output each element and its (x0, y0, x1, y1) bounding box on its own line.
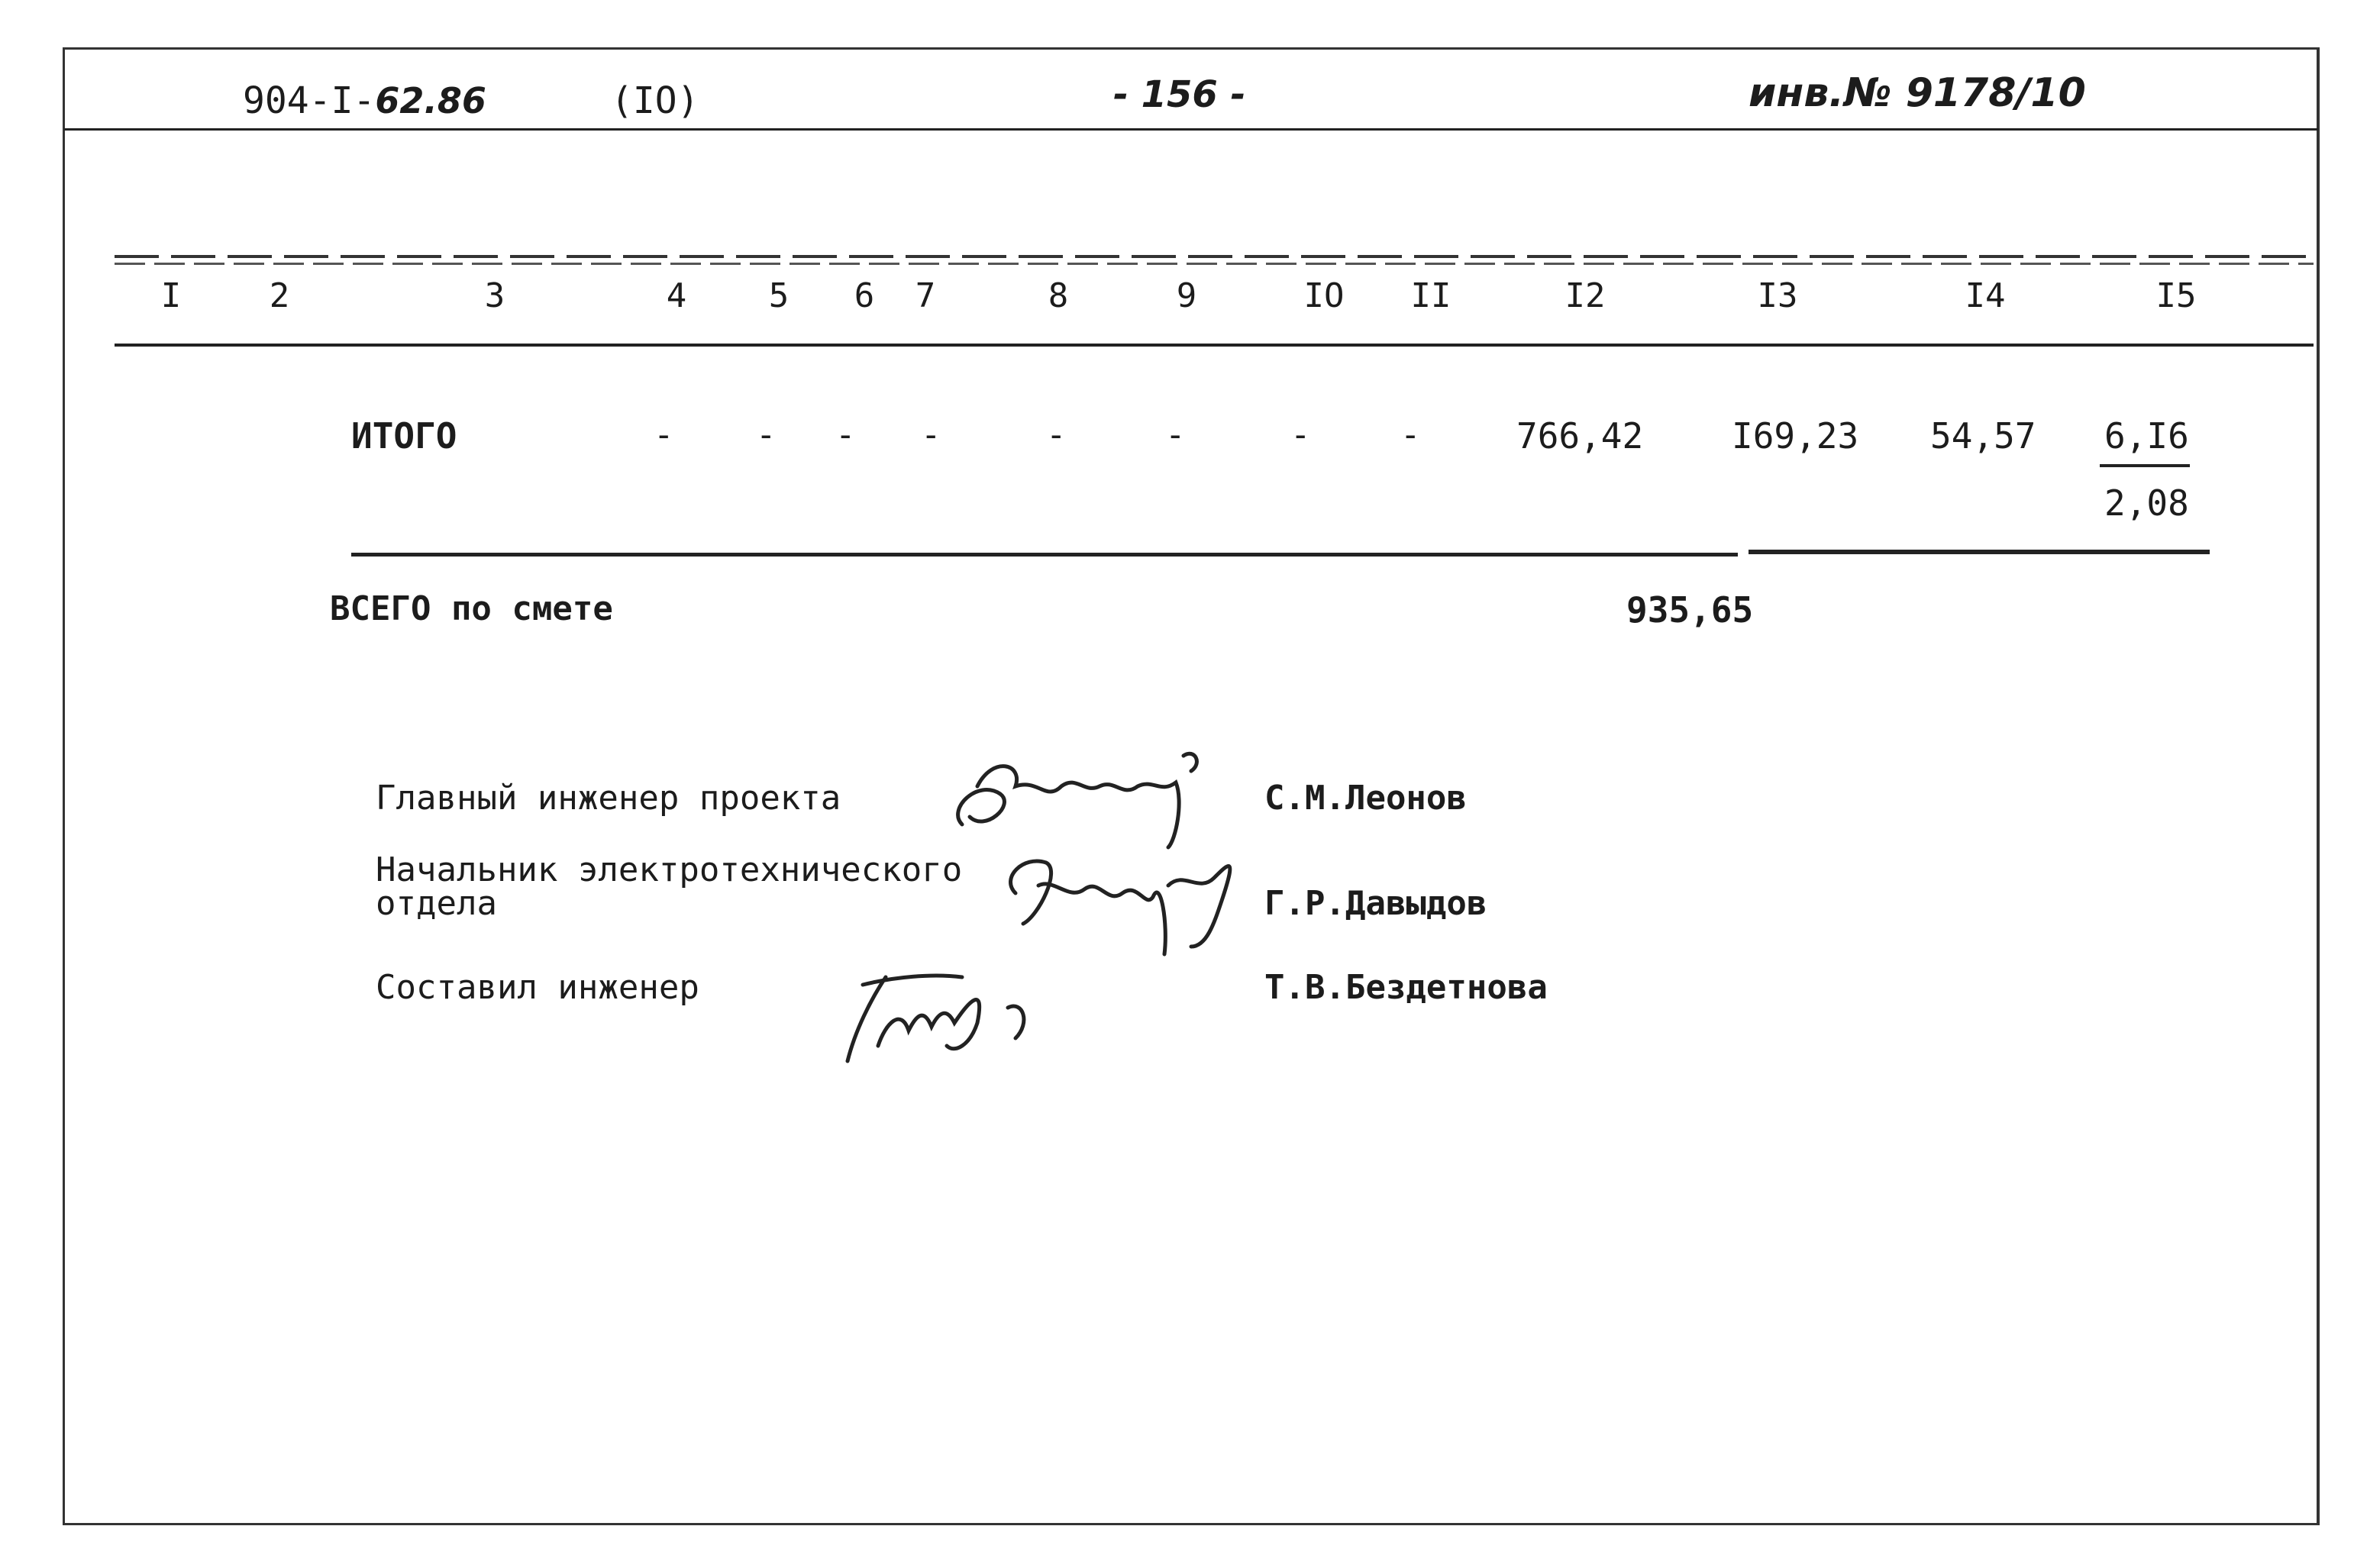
total-col12: 766,42 (1516, 415, 1644, 457)
fraction-bar (2100, 464, 2190, 467)
signature-role-head-line2: отдела (376, 884, 497, 923)
col-num-10: IO (1303, 276, 1345, 315)
col-num-8: 8 (1048, 276, 1069, 315)
total-dash-4: - (654, 415, 674, 454)
grand-total-rule-left (351, 553, 1738, 557)
col-num-14: I4 (1965, 276, 2006, 315)
total-dash-8: - (1046, 415, 1067, 454)
total-col13: I69,23 (1732, 415, 1859, 457)
handwritten-signature-3 (832, 954, 1077, 1076)
total-dash-10: - (1290, 415, 1311, 454)
col-num-2: 2 (269, 276, 290, 315)
total-dash-6: - (835, 415, 856, 454)
total-dash-7: - (921, 415, 941, 454)
col-num-11: II (1410, 276, 1451, 315)
grand-total-label: ВСЕГО по смете (330, 589, 613, 628)
grand-total-rule-right (1749, 550, 2210, 554)
page-number: - 156 - (1113, 73, 1246, 116)
doc-code (243, 79, 486, 122)
header-rule (64, 128, 2318, 131)
col-num-13: I3 (1757, 276, 1798, 315)
inventory-number: инв.№ 9178/10 (1749, 70, 2086, 116)
handwritten-signature-2 (993, 832, 1267, 962)
column-header-top-rule (115, 255, 2314, 258)
col-num-3: 3 (484, 276, 505, 315)
col-num-1: I (160, 276, 182, 315)
col-num-4: 4 (666, 276, 687, 315)
grand-total-value: 935,65 (1626, 589, 1754, 631)
total-dash-9: - (1165, 415, 1186, 454)
total-dash-11: - (1400, 415, 1421, 454)
total-col15-top: 6,I6 (2104, 415, 2189, 457)
signature-role-head-line1: Начальник электротехнического (376, 850, 963, 889)
signature-role-compiler: Составил инженер (376, 968, 699, 1007)
doc-code-prefix: 904-I- (243, 79, 376, 122)
col-num-7: 7 (915, 276, 936, 315)
signature-name-compiler: Т.В.Бездетнова (1264, 968, 1548, 1007)
sheet-ref: (IO) (611, 79, 699, 122)
signature-name-chief-engineer: С.М.Леонов (1264, 779, 1467, 818)
total-col15-bottom: 2,08 (2104, 482, 2189, 524)
signature-role-chief-engineer: Главный инженер проекта (376, 779, 841, 818)
total-dash-5: - (756, 415, 777, 454)
signature-name-head: Г.Р.Давыдов (1264, 884, 1487, 923)
col-num-15: I5 (2155, 276, 2197, 315)
column-header-top-rule-2 (115, 263, 2314, 265)
column-header-bottom-rule (115, 344, 2314, 347)
col-num-5: 5 (768, 276, 790, 315)
col-num-6: 6 (854, 276, 875, 315)
total-row-label: ИТОГО (351, 415, 457, 457)
doc-code-handwritten: 62.86 (375, 80, 486, 121)
total-col14: 54,57 (1930, 415, 2036, 457)
col-num-12: I2 (1564, 276, 1606, 315)
col-num-9: 9 (1176, 276, 1197, 315)
